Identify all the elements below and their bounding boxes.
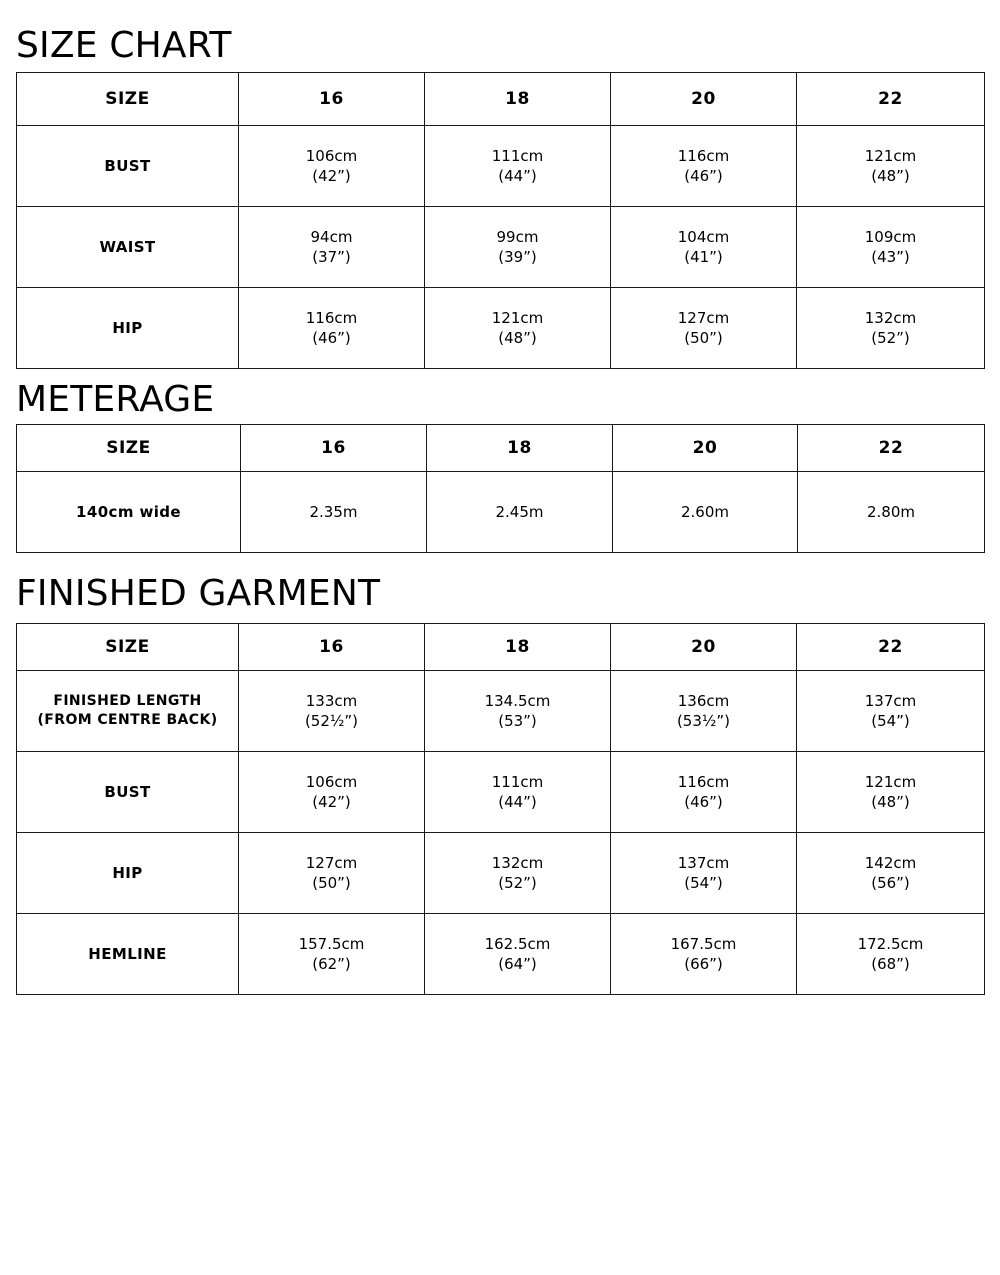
row-label: WAIST <box>17 207 239 288</box>
table-cell <box>611 288 797 369</box>
table-cell <box>425 288 611 369</box>
inch-value: (50”) <box>684 329 723 347</box>
header-22: 22 <box>798 425 985 472</box>
table-cell <box>425 833 611 914</box>
inch-value: (52”) <box>498 874 537 892</box>
cm-value: 99cm <box>496 228 539 246</box>
table-cell <box>425 752 611 833</box>
table-cell <box>239 914 425 995</box>
table-row <box>17 914 985 995</box>
size-chart-table <box>16 72 985 369</box>
table-cell <box>425 207 611 288</box>
inch-value: (62”) <box>312 955 351 973</box>
inch-value: (54”) <box>871 712 910 730</box>
header-16: 16 <box>239 624 425 671</box>
inch-value: (52½”) <box>304 712 359 730</box>
table-row <box>17 752 985 833</box>
header-18: 18 <box>425 73 611 126</box>
cm-value: 127cm <box>305 854 358 872</box>
inch-value: (66”) <box>684 955 723 973</box>
inch-value: (48”) <box>498 329 537 347</box>
cm-value: 116cm <box>677 773 730 791</box>
inch-value: (42”) <box>312 793 351 811</box>
table-cell <box>797 752 985 833</box>
header-20: 20 <box>611 624 797 671</box>
inch-value: (53”) <box>498 712 537 730</box>
cm-value: 121cm <box>864 147 917 165</box>
inch-value: (50”) <box>312 874 351 892</box>
table-cell <box>239 833 425 914</box>
inch-value: (52”) <box>871 329 910 347</box>
table-cell <box>425 671 611 752</box>
table-cell: 2.80m <box>798 472 985 553</box>
inch-value: (46”) <box>312 329 351 347</box>
inch-value: (53½”) <box>676 712 731 730</box>
cm-value: 133cm <box>305 692 358 710</box>
cm-value: 116cm <box>677 147 730 165</box>
table-cell <box>611 752 797 833</box>
table-row <box>17 288 985 369</box>
table-row <box>17 207 985 288</box>
cm-value: 106cm <box>305 147 358 165</box>
header-16: 16 <box>241 425 427 472</box>
cm-value: 167.5cm <box>670 935 737 953</box>
table-header-row <box>17 73 985 126</box>
header-16: 16 <box>239 73 425 126</box>
table-cell: 2.45m <box>427 472 613 553</box>
cm-value: 111cm <box>491 773 544 791</box>
table-cell <box>797 833 985 914</box>
inch-value: (41”) <box>684 248 723 266</box>
cm-value: 121cm <box>864 773 917 791</box>
cm-value: 104cm <box>677 228 730 246</box>
meterage-title: METERAGE <box>16 379 215 420</box>
inch-value: (48”) <box>871 167 910 185</box>
inch-value: (39”) <box>498 248 537 266</box>
table-cell <box>239 752 425 833</box>
meterage-table <box>16 424 985 553</box>
row-label-line: (FROM CENTRE BACK) <box>37 712 218 728</box>
header-size: SIZE <box>17 624 239 671</box>
cm-value: 157.5cm <box>298 935 365 953</box>
cm-value: 116cm <box>305 309 358 327</box>
inch-value: (64”) <box>498 955 537 973</box>
header-size: SIZE <box>17 425 241 472</box>
inch-value: (42”) <box>312 167 351 185</box>
table-cell <box>239 671 425 752</box>
table-cell <box>425 126 611 207</box>
header-18: 18 <box>425 624 611 671</box>
table-cell <box>239 207 425 288</box>
cm-value: 106cm <box>305 773 358 791</box>
inch-value: (56”) <box>871 874 910 892</box>
finished-garment-table <box>16 623 985 995</box>
inch-value: (44”) <box>498 167 537 185</box>
cm-value: 162.5cm <box>484 935 551 953</box>
cm-value: 109cm <box>864 228 917 246</box>
header-20: 20 <box>611 73 797 126</box>
table-cell <box>611 914 797 995</box>
table-cell <box>425 914 611 995</box>
cm-value: 94cm <box>310 228 353 246</box>
table-cell: 2.60m <box>613 472 798 553</box>
row-label: HEMLINE <box>17 914 239 995</box>
table-cell <box>239 126 425 207</box>
size-chart-title: SIZE CHART <box>16 25 232 66</box>
finished-garment-title: FINISHED GARMENT <box>16 573 381 614</box>
cm-value: 137cm <box>677 854 730 872</box>
cm-value: 121cm <box>491 309 544 327</box>
table-cell: 2.35m <box>241 472 427 553</box>
cm-value: 136cm <box>677 692 730 710</box>
table-row <box>17 472 985 553</box>
table-header-row <box>17 624 985 671</box>
table-cell <box>611 126 797 207</box>
table-row <box>17 671 985 752</box>
inch-value: (54”) <box>684 874 723 892</box>
cm-value: 111cm <box>491 147 544 165</box>
header-22: 22 <box>797 73 985 126</box>
inch-value: (46”) <box>684 793 723 811</box>
table-cell <box>797 671 985 752</box>
cm-value: 134.5cm <box>484 692 551 710</box>
row-label: 140cm wide <box>17 472 241 553</box>
table-cell <box>611 833 797 914</box>
row-label: BUST <box>17 126 239 207</box>
cm-value: 132cm <box>864 309 917 327</box>
table-cell <box>611 671 797 752</box>
cm-value: 172.5cm <box>857 935 924 953</box>
cm-value: 127cm <box>677 309 730 327</box>
table-row <box>17 126 985 207</box>
table-cell <box>239 288 425 369</box>
inch-value: (44”) <box>498 793 537 811</box>
table-cell <box>611 207 797 288</box>
header-20: 20 <box>613 425 798 472</box>
row-label-line: FINISHED LENGTH <box>53 693 202 709</box>
header-18: 18 <box>427 425 613 472</box>
inch-value: (68”) <box>871 955 910 973</box>
row-label: BUST <box>17 752 239 833</box>
table-cell <box>797 207 985 288</box>
cm-value: 137cm <box>864 692 917 710</box>
row-label: HIP <box>17 288 239 369</box>
inch-value: (46”) <box>684 167 723 185</box>
row-label <box>17 671 239 752</box>
inch-value: (37”) <box>312 248 351 266</box>
row-label: HIP <box>17 833 239 914</box>
cm-value: 132cm <box>491 854 544 872</box>
inch-value: (48”) <box>871 793 910 811</box>
table-cell <box>797 126 985 207</box>
table-header-row <box>17 425 985 472</box>
inch-value: (43”) <box>871 248 910 266</box>
table-cell <box>797 288 985 369</box>
header-size: SIZE <box>17 73 239 126</box>
table-cell <box>797 914 985 995</box>
table-row <box>17 833 985 914</box>
cm-value: 142cm <box>864 854 917 872</box>
header-22: 22 <box>797 624 985 671</box>
